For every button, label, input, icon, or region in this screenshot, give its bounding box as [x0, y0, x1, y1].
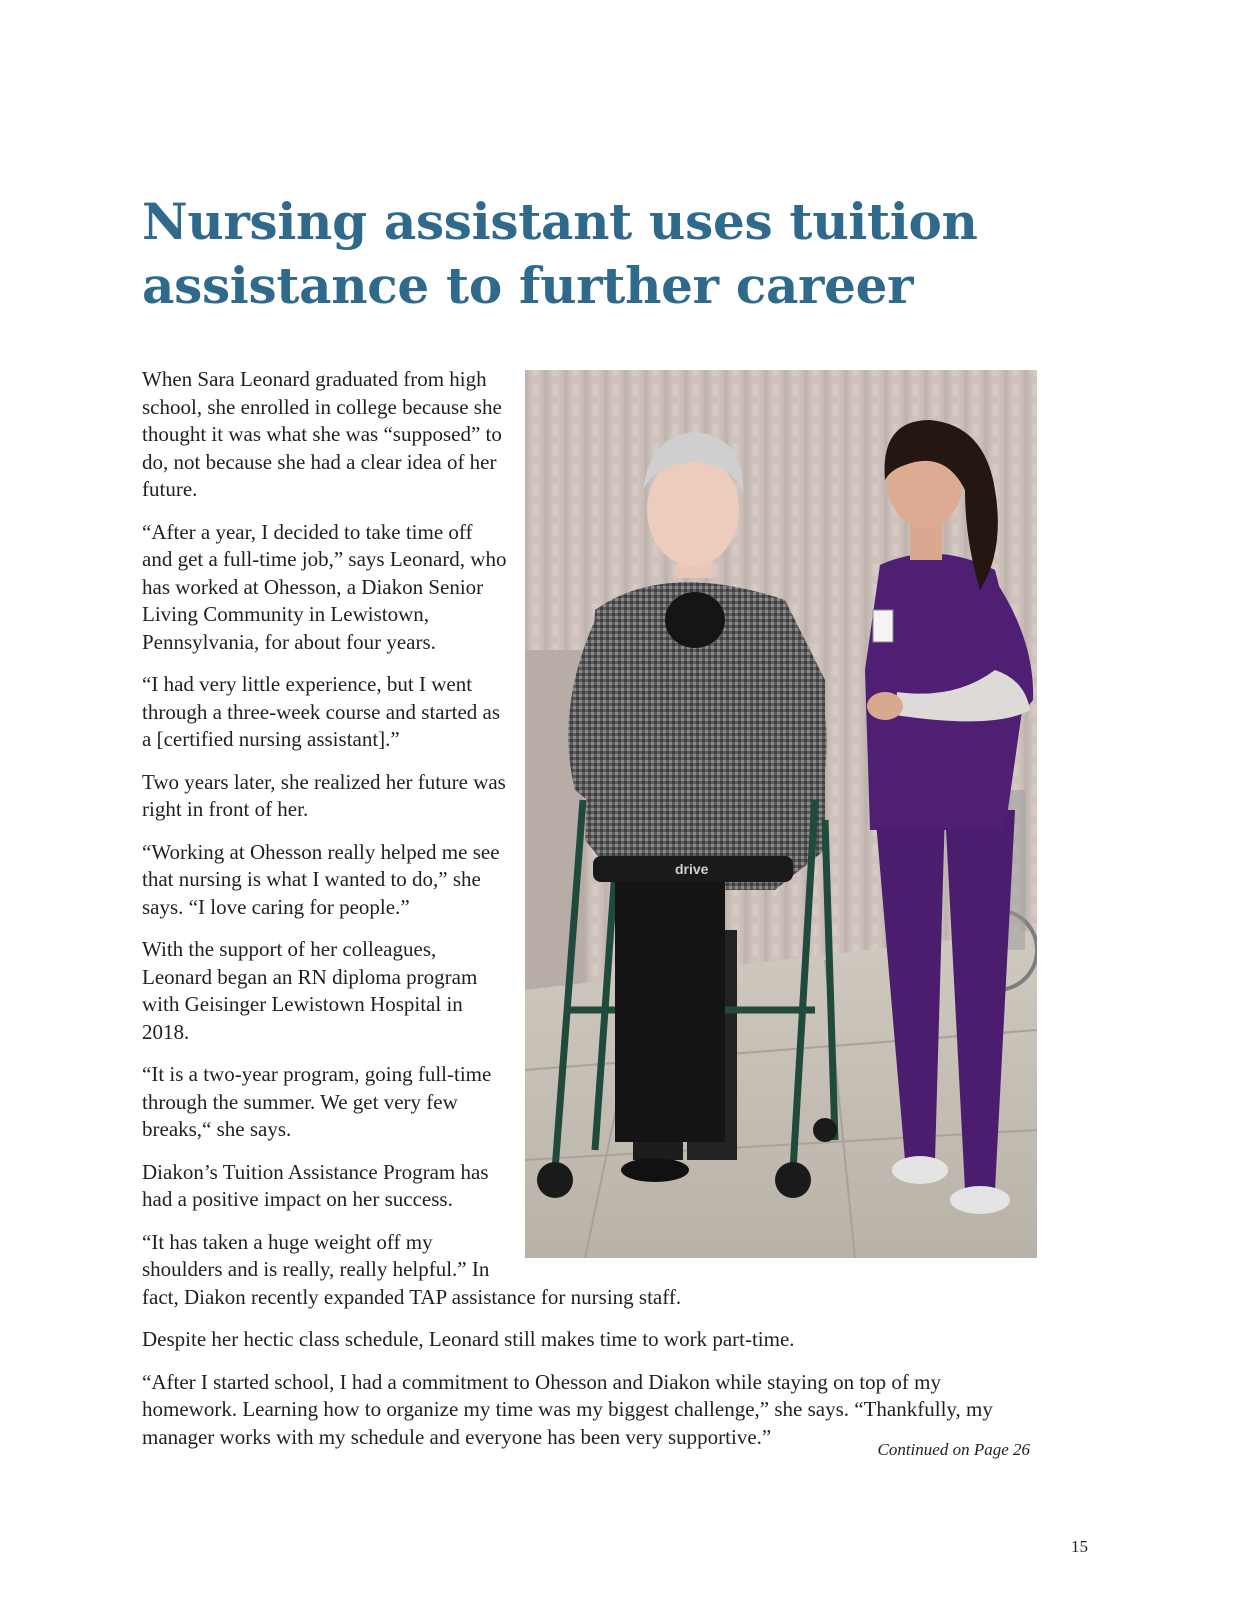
nurse-shoe-right	[950, 1186, 1010, 1214]
article-paragraph: “It has taken a huge weight off my shoulders and is really, really helpful.” In fact, Diakon recently expanded TAP assistance for nursing staff.	[142, 1229, 682, 1309]
article-paragraph: “It is a two-year program, going full-time through the summer. We get very few breaks,“ she says.	[142, 1062, 492, 1141]
article-paragraph: Two years later, she realized her future was right in front of her.	[142, 769, 506, 821]
article-paragraph: “After a year, I decided to take time off and get a full-time job,” says Leonard, who has worked at Ohesson, a Diakon Senior Living Community in Lewistown, Pennsylvania, for about four years.	[142, 519, 507, 654]
article-paragraph: Despite her hectic class schedule, Leonard still makes time to work part-time.	[142, 1327, 795, 1351]
article-body	[142, 366, 1037, 1466]
article-paragraph: “After I started school, I had a commitment to Ohesson and Diakon while staying on top of my homework. Learning how to organize my time was my biggest challenge,” she says. “Thankfully, my manager works with my schedule and everyone has been very supportive.”	[142, 1369, 993, 1449]
article-paragraph: “Working at Ohesson really helped me see that nursing is what I wanted to do,” she says. “I love caring for people.”	[142, 839, 500, 919]
article-headline: Nursing assistant uses tuition assistance to further career	[142, 192, 978, 315]
walker-bag	[615, 882, 725, 1142]
article-paragraph: “I had very little experience, but I went through a three-week course and started as a [certified nursing assistant].”	[142, 672, 501, 751]
photo-illustration	[525, 370, 1037, 1258]
continued-note: Continued on Page 26	[877, 1440, 1030, 1459]
walker-brand: drive	[675, 861, 709, 877]
nurse-badge	[873, 610, 893, 642]
nurse-shoe-left	[892, 1156, 948, 1184]
article-photo	[525, 370, 1037, 1258]
page-number: 15	[1071, 1537, 1088, 1556]
necklace	[665, 592, 725, 648]
article-paragraph: Diakon’s Tuition Assistance Program has had a positive impact on her success.	[142, 1159, 489, 1211]
article-paragraph: With the support of her colleagues, Leonard began an RN diploma program with Geisinger Lewistown Hospital in 2018.	[142, 937, 478, 1044]
article-paragraph: When Sara Leonard graduated from high school, she enrolled in college because she thought it was what she was “supposed” to do, not because she had a clear idea of her future.	[142, 367, 502, 501]
